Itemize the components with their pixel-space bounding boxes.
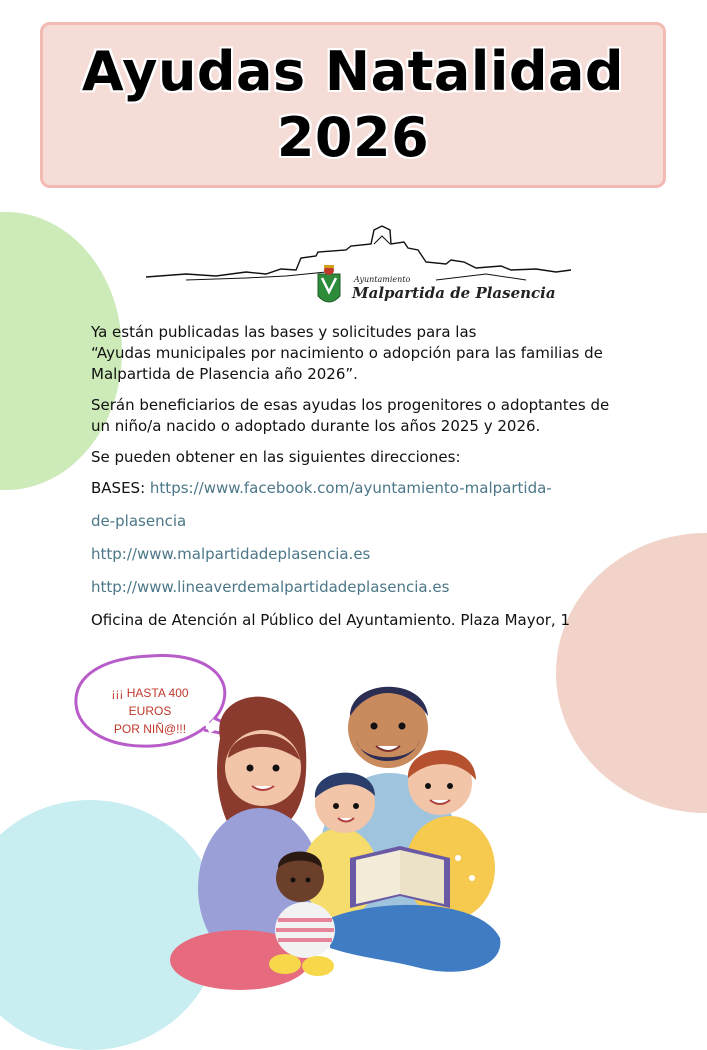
office-address: Oficina de Atención al Público del Ayuntamiento. Plaza Mayor, 1 bbox=[91, 611, 571, 629]
website-link[interactable]: http://www.malpartidadeplasencia.es bbox=[91, 545, 371, 563]
beneficiaries-paragraph bbox=[91, 395, 651, 437]
title-banner bbox=[40, 22, 666, 188]
coat-of-arms-icon bbox=[318, 265, 340, 302]
main-content bbox=[91, 322, 651, 637]
linea-verde-link[interactable]: http://www.lineaverdemalpartidadeplasencia.es bbox=[91, 578, 450, 596]
bases-label: BASES: bbox=[91, 479, 146, 497]
intro-line-2: “Ayudas municipales por nacimiento o adopción para las familias de bbox=[91, 344, 603, 362]
beneficiaries-line-1: Serán beneficiarios de esas ayudas los progenitores o adoptantes de bbox=[91, 396, 610, 414]
family-reading-illustration bbox=[160, 668, 530, 1000]
addresses-intro: Se pueden obtener en las siguientes direcciones: bbox=[91, 448, 461, 466]
title-line-1: Ayudas Natalidad bbox=[81, 40, 625, 103]
intro-paragraph bbox=[91, 322, 651, 385]
beneficiaries-line-2: un niño/a nacido o adoptado durante los años 2025 y 2026. bbox=[91, 417, 541, 435]
title-line-2: 2026 bbox=[276, 106, 430, 169]
logo-caption: Ayuntamiento bbox=[354, 275, 411, 284]
facebook-link-continued[interactable]: de-plasencia bbox=[91, 512, 187, 530]
bases-line bbox=[91, 472, 651, 505]
facebook-link[interactable]: https://www.facebook.com/ayuntamiento-malpartida- bbox=[149, 479, 552, 497]
intro-line-3: Malpartida de Plasencia año 2026”. bbox=[91, 365, 358, 383]
bubble-line-1: ¡¡¡ HASTA 400 EUROS bbox=[111, 686, 189, 718]
intro-line-1: Ya están publicadas las bases y solicitudes para las bbox=[91, 323, 477, 341]
bubble-line-2: POR NIÑ@!!! bbox=[113, 722, 187, 736]
logo-town-name: Malpartida de Plasencia bbox=[352, 284, 556, 302]
